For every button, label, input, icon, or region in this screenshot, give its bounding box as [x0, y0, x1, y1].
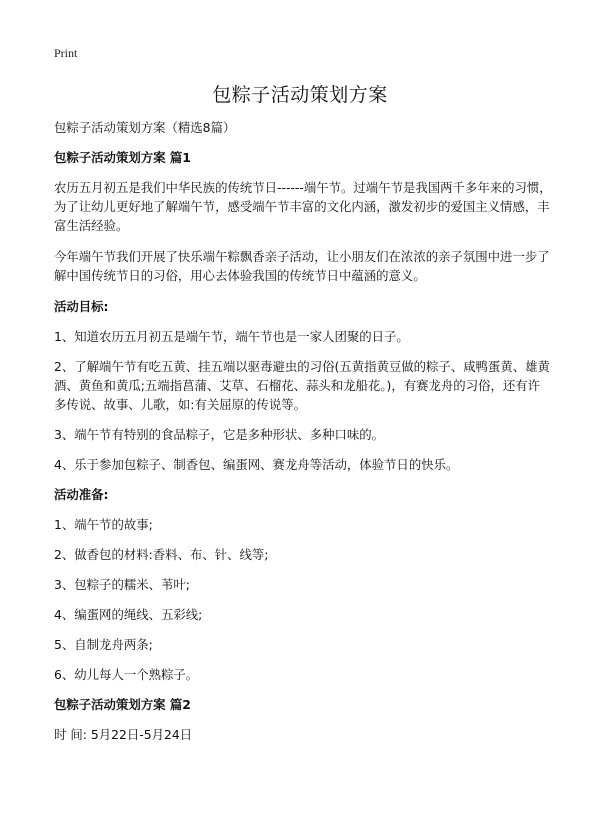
preparation-heading: 活动准备: [54, 487, 109, 502]
goal-item: 4、乐于参加包粽子、制香包、编蛋网、赛龙舟等活动，体验节日的快乐。 [54, 457, 459, 472]
goal-item: 1、知道农历五月初五是端午节，端午节也是一家人团聚的日子。 [54, 329, 409, 344]
section-heading-1: 包粽子活动策划方案 篇1 [54, 150, 191, 165]
activity-time: 时 间: 5月22日-5月24日 [54, 727, 193, 742]
preparation-item: 2、做香包的材料:香料、布、针、线等; [54, 547, 269, 562]
preparation-item: 5、自制龙舟两条; [54, 637, 153, 652]
document-body [54, 118, 552, 756]
goals-heading: 活动目标: [54, 299, 109, 314]
preparation-item: 6、幼儿每人一个熟粽子。 [54, 667, 199, 682]
print-label[interactable]: Print [54, 46, 78, 60]
preparation-item: 4、编蛋网的绳线、五彩线; [54, 607, 203, 622]
preparation-item: 3、包粽子的糯米、苇叶; [54, 577, 190, 592]
document-title: 包粽子活动策划方案 [212, 84, 388, 106]
preparation-item: 1、端午节的故事; [54, 517, 153, 532]
goal-item: 3、端午节有特别的食品粽子，它是多种形状、多种口味的。 [54, 427, 385, 442]
document-subtitle: 包粽子活动策划方案（精选8篇） [54, 120, 236, 135]
intro-paragraph-2: 今年端午节我们开展了快乐端午粽飘香亲子活动，让小朋友们在浓浓的亲子氛围中进一步了解中国传统节日的习俗，用心去体验我国的传统节日中蕴涵的意义。 [54, 249, 550, 283]
intro-paragraph-1: 农历五月初五是我们中华民族的传统节日------端午节。过端午节是我国两千多年来的习惯，为了让幼儿更好地了解端午节，感受端午节丰富的文化内涵，激发初步的爱国主义情感，丰富生活经验。 [54, 180, 552, 233]
goal-item: 2、了解端午节有吃五黄、挂五端以驱毒避虫的习俗(五黄指黄豆做的粽子、咸鸭蛋黄、雄黄酒、黄鱼和黄瓜;五端指菖蒲、艾草、石榴花、蒜头和龙船花。)，有赛龙舟的习俗，还有许多传说、故事、儿歌，如:有关屈原的传说等。 [54, 359, 550, 412]
section-heading-2: 包粽子活动策划方案 篇2 [54, 697, 191, 712]
